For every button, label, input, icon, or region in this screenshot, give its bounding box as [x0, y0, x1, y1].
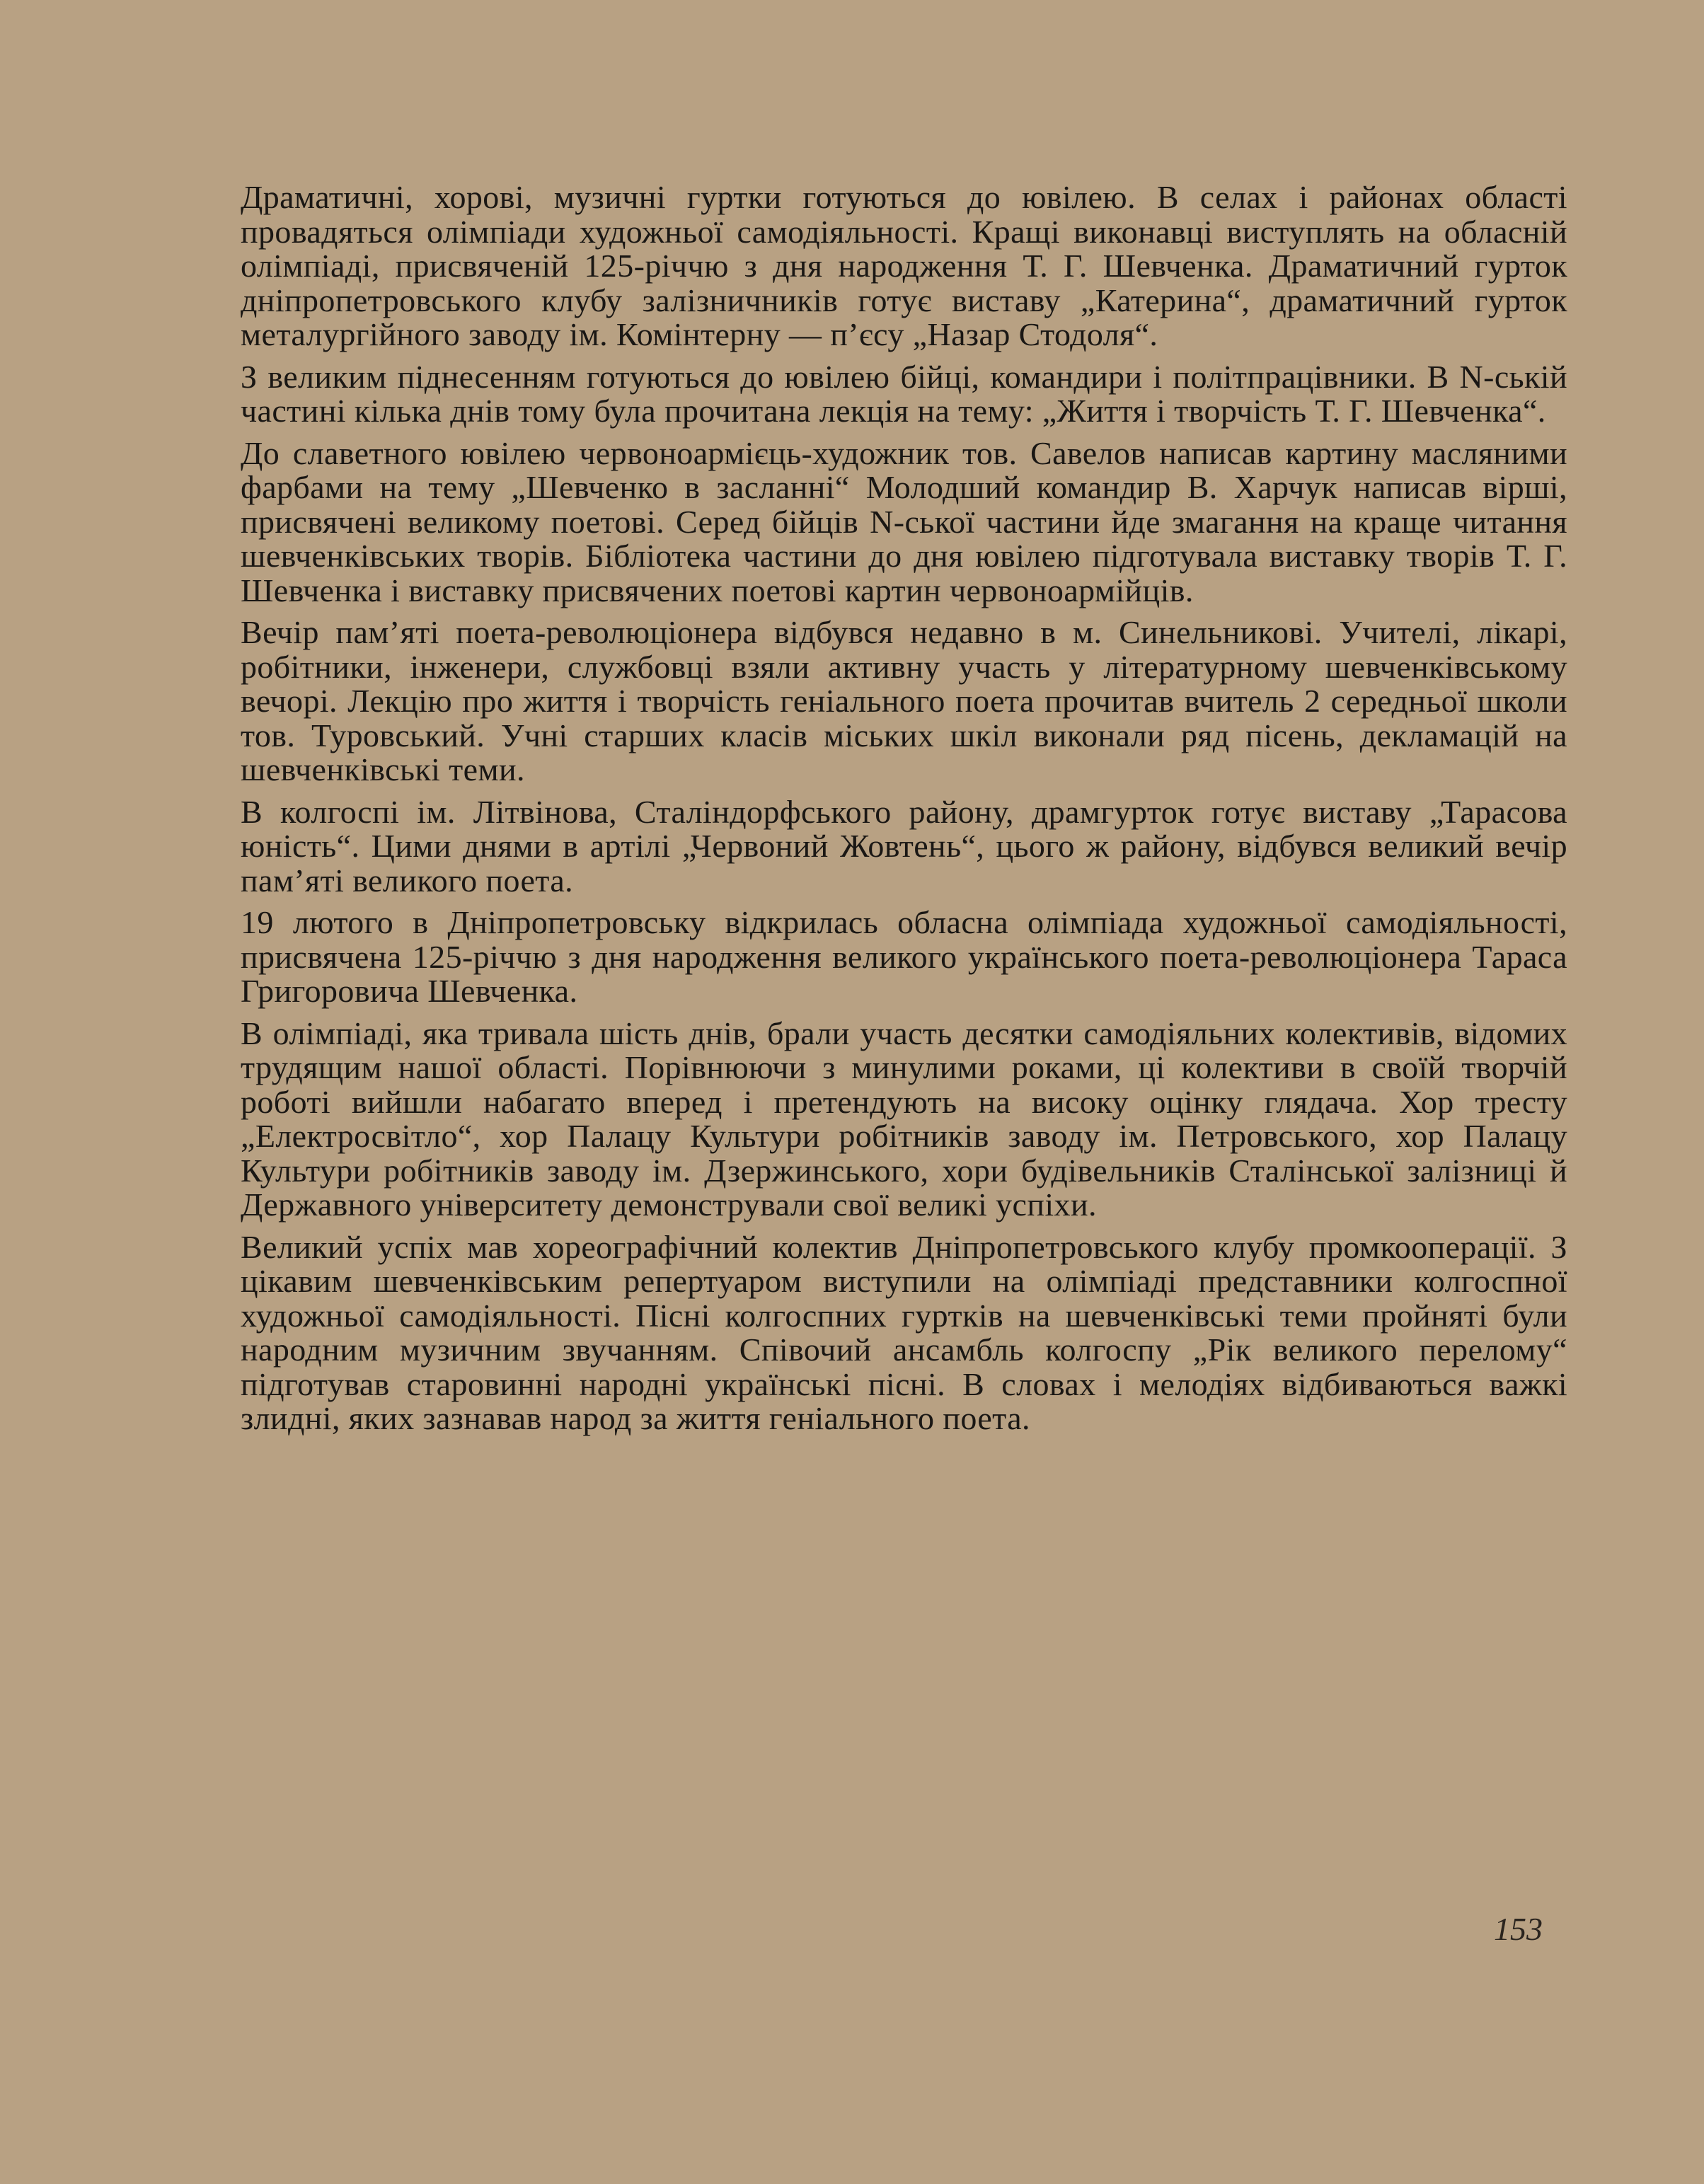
page-number: 153: [1494, 1911, 1543, 1947]
paragraph: Вечір пам’яті поета-революціонера відбувся недавно в м. Синельникові. Учителі, лікарі, робітники, інженери, службовці взяли активну участь у літературному шевченківському вечорі. Лекцію про життя і творчість геніального поета прочитав вчитель 2 середньої школи тов. Туровський. Учні старших класів міських шкіл виконали ряд пісень, декламацій на шевченківські теми.: [241, 614, 1567, 787]
paragraph: В колгоспі ім. Літвінова, Сталіндорфського району, драмгурток готує виставу „Тарасова юність“. Цими днями в артілі „Червоний Жовтень“, цього ж району, відбувся великий вечір пам’яті великого поета.: [241, 793, 1567, 899]
paragraph: Драматичні, хорові, музичні гуртки готуються до ювілею. В селах і районах області провадяться олімпіади художньої самодіяльності. Кращі виконавці виступлять на обласній олімпіаді, присвяченій 125-річчю з дня народження Т. Г. Шевченка. Драматичний гурток дніпропетровського клубу залізничників готує виставу „Катерина“, драматичний гурток металургійного заводу ім. Комінтерну — п’єсу „Назар Стодоля“.: [241, 179, 1567, 352]
paragraph: До славетного ювілею червоноармієць-художник тов. Савелов написав картину масляними фарбами на тему „Шевченко в засланні“ Молодший командир В. Харчук написав вірші, присвячені великому поетові. Серед бійців N-ської частини йде змагання на краще читання шевченківських творів. Бібліотека частини до дня ювілею підготувала виставку творів Т. Г. Шевченка і виставку присвячених поетові картин червоноармійців.: [241, 434, 1567, 608]
article-text: [241, 180, 1567, 1444]
paragraph: 19 лютого в Дніпропетровську відкрилась обласна олімпіада художньої самодіяльності, присвячена 125-річчю з дня народження великого українського поета-революціонера Тараса Григоровича Шевченка.: [241, 904, 1567, 1009]
paragraph: В олімпіаді, яка тривала шість днів, брали участь десятки самодіяльних колективів, відомих трудящим нашої області. Порівнюючи з минулими роками, ці колективи в своїй творчій роботі вийшли набагато вперед і претендують на високу оцінку глядача. Хор тресту „Електросвітло“, хор Палацу Культури робітників заводу ім. Петровського, хор Палацу Культури робітників заводу ім. Дзержинського, хори будівельників Сталінської залізниці й Державного університету демонстрували свої великі успіхи.: [241, 1015, 1567, 1223]
paragraph: Великий успіх мав хореографічний колектив Дніпропетровського клубу промкооперації. З цікавим шевченківським репертуаром виступили на олімпіаді представники колгоспної художньої самодіяльності. Пісні колгоспних гуртків на шевченківські теми пройняті були народним музичним звучанням. Співочий ансамбль колгоспу „Рік великого перелому“ підготував старовинні народні українські пісні. В словах і мелодіях відбиваються важкі злидні, яких зазнавав народ за життя геніального поета.: [241, 1228, 1567, 1436]
paragraph: З великим піднесенням готуються до ювілею бійці, командири і політпрацівники. В N-ській частині кілька днів тому була прочитана лекція на тему: „Життя і творчість Т. Г. Шевченка“.: [241, 358, 1567, 429]
